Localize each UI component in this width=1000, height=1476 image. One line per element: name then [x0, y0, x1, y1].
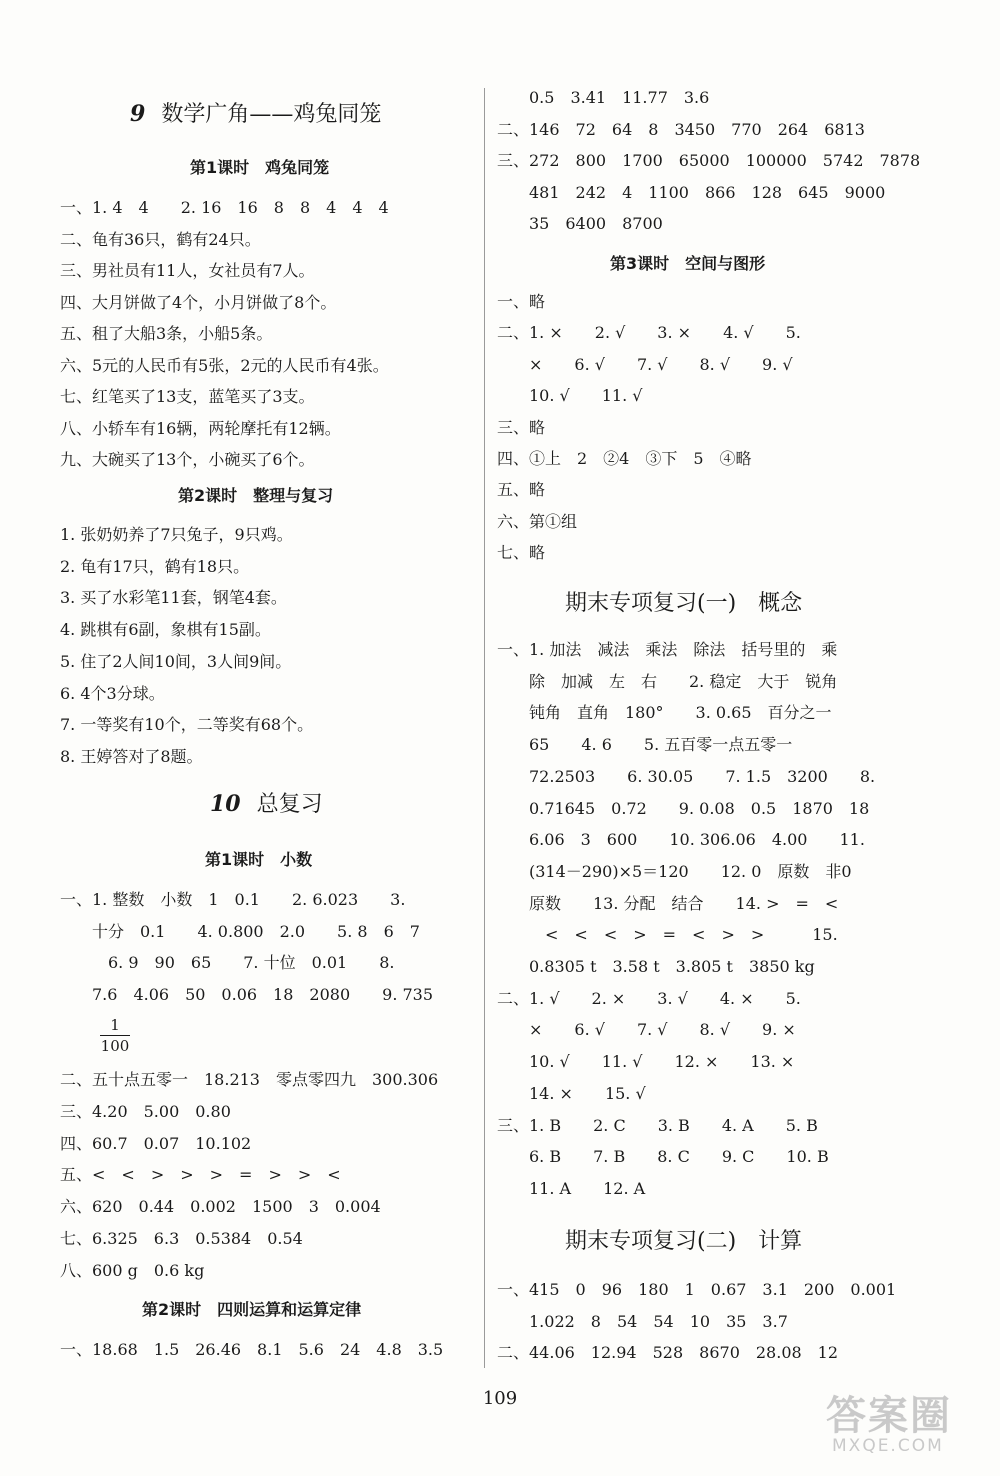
lesson3-title: 第3课时 空间与图形 [610, 254, 766, 273]
answer-line: 一、18.68 1.5 26.46 8.1 5.6 24 4.8 3.5 [60, 1340, 444, 1359]
answer-line: 二、146 72 64 8 3450 770 264 6813 [497, 119, 865, 139]
answer-line: 除 加减 左 右 2. 稳定 大于 锐角 [497, 671, 838, 691]
answer-line: 八、600 g 0.6 kg [60, 1260, 205, 1280]
answer-line: 七、红笔买了13支，蓝笔买了3支。 [60, 387, 315, 406]
column-divider [484, 88, 485, 1368]
answer-line: 1.022 8 54 54 10 35 3.7 [497, 1311, 788, 1331]
answer-line: 六、第①组 [497, 511, 578, 531]
answer-line: 二、1. √ 2. × 3. √ 4. × 5. [497, 988, 801, 1008]
answer-line: 七、略 [497, 543, 546, 563]
answer-line: 九、大碗买了13个，小碗买了6个。 [60, 450, 315, 469]
watermark-logo [822, 1384, 992, 1464]
answer-line: 0.8305 t 3.58 t 3.805 t 3850 kg [497, 957, 815, 976]
answer-line: 二、龟有36只，鹤有24只。 [60, 229, 261, 249]
watermark-text: 答案圈 [826, 1393, 952, 1439]
answer-line: 6. B 7. B 8. C 9. C 10. B [497, 1147, 829, 1167]
chapter-9-heading: 9 数学广角——鸡兔同笼 [130, 101, 382, 127]
answer-line: < < < > = < > > 15. [497, 925, 838, 945]
answer-line: × 6. √ 7. √ 8. √ 9. × [497, 1020, 796, 1040]
answer-line: 四、①上 2 ②4 ③下 5 ④略 [497, 449, 752, 468]
answer-line: 六、5元的人民币有5张，2元的人民币有4张。 [60, 355, 389, 375]
answer-line: 0.5 3.41 11.77 3.6 [497, 88, 710, 107]
answer-line: 三、男社员有11人，女社员有7人。 [60, 261, 315, 280]
answer-line: 七、6.325 6.3 0.5384 0.54 [60, 1229, 303, 1248]
fraction-1-100: 1 100 [100, 1016, 130, 1055]
answer-line: 钝角 直角 180° 3. 0.65 百分之一 [497, 703, 832, 723]
answer-line: 10. √ 11. √ [497, 386, 643, 406]
review1-title: 期末专项复习(一) 概念 [565, 591, 803, 616]
ch10-lesson1-title: 第1课时 小数 [205, 850, 313, 869]
answer-line: 481 242 4 1100 866 128 645 9000 [497, 182, 886, 202]
answer-line: 三、272 800 1700 65000 100000 5742 7878 [497, 151, 921, 170]
answer-line: 11. A 12. A [497, 1178, 646, 1198]
answer-line: 二、44.06 12.94 528 8670 28.08 12 [497, 1343, 839, 1363]
answer-line: 六、620 0.44 0.002 1500 3 0.004 [60, 1197, 381, 1217]
answer-line: 一、略 [497, 292, 546, 311]
ch9-lesson1-title: 第1课时 鸡兔同笼 [190, 158, 330, 177]
answer-line: 8. 王婷答对了8题。 [60, 746, 203, 766]
answer-line: 四、60.7 0.07 10.102 [60, 1133, 252, 1153]
review2-title: 期末专项复习(二) 计算 [565, 1229, 803, 1254]
answer-line: 6. 4个3分球。 [60, 683, 165, 703]
answer-line: 三、4.20 5.00 0.80 [60, 1101, 231, 1121]
answer-line: 一、415 0 96 180 1 0.67 3.1 200 0.001 [497, 1280, 897, 1299]
answer-line: 7.6 4.06 50 0.06 18 2080 9. 735 [60, 985, 434, 1005]
answer-line: × 6. √ 7. √ 8. √ 9. √ [497, 354, 793, 374]
answer-line: 五、< < > > > = > > < [60, 1165, 341, 1185]
answer-line: 三、1. B 2. C 3. B 4. A 5. B [497, 1115, 818, 1135]
answer-line: 原数 13. 分配 结合 14. > = < [497, 893, 839, 913]
answer-line: 三、略 [497, 417, 546, 437]
answer-line: 二、五十点五零一 18.213 零点零四九 300.306 [60, 1070, 439, 1089]
answer-line: 10. √ 11. √ 12. × 13. × [497, 1052, 795, 1072]
answer-line: 八、小轿车有16辆，两轮摩托有12辆。 [60, 418, 341, 438]
answer-line: 十分 0.1 4. 0.800 2.0 5. 8 6 7 [60, 921, 420, 941]
answer-line: 0.71645 0.72 9. 0.08 0.5 1870 18 [497, 798, 870, 818]
answer-line: 五、略 [497, 480, 546, 500]
answer-line: 一、1. 4 4 2. 16 16 8 8 4 4 4 [60, 198, 389, 217]
watermark-url: MXQE.COM [832, 1436, 944, 1456]
answer-line: 7. 一等奖有10个，二等奖有68个。 [60, 715, 314, 735]
answer-line: 一、1. 加法 减法 乘法 除法 括号里的 乘 [497, 640, 838, 659]
answer-line: 5. 住了2人间10间，3人间9间。 [60, 651, 292, 671]
answer-line: 二、1. × 2. √ 3. × 4. √ 5. [497, 323, 801, 343]
answer-line: 1. 张奶奶养了7只兔子，9只鸡。 [60, 525, 293, 544]
answer-line: 6.06 3 600 10. 306.06 4.00 11. [497, 830, 865, 850]
answer-line: 65 4. 6 5. 五百零一点五零一 [497, 735, 793, 755]
chapter-10-heading: 10 总复习 [210, 791, 323, 817]
ch9-lesson2-title: 第2课时 整理与复习 [178, 486, 334, 505]
answer-line: 2. 龟有17只，鹤有18只。 [60, 556, 250, 576]
answer-line: (314－290)×5＝120 12. 0 原数 非0 [497, 861, 852, 881]
answer-line: 四、大月饼做了4个，小月饼做了8个。 [60, 292, 337, 312]
ch10-lesson2-title: 第2课时 四则运算和运算定律 [142, 1300, 362, 1319]
answer-line: 72.2503 6. 30.05 7. 1.5 3200 8. [497, 766, 876, 786]
answer-line: 3. 买了水彩笔11套，钢笔4套。 [60, 588, 287, 608]
answer-line: 一、1. 整数 小数 1 0.1 2. 6.023 3. [60, 890, 406, 909]
answer-line: 4. 跳棋有6副，象棋有15副。 [60, 620, 271, 640]
page-number: 109 [482, 1388, 518, 1409]
answer-line: 35 6400 8700 [497, 214, 663, 233]
answer-line: 6. 9 90 65 7. 十位 0.01 8. [60, 953, 395, 973]
answer-line: 五、租了大船3条，小船5条。 [60, 324, 273, 343]
answer-line: 14. × 15. √ [497, 1083, 646, 1103]
